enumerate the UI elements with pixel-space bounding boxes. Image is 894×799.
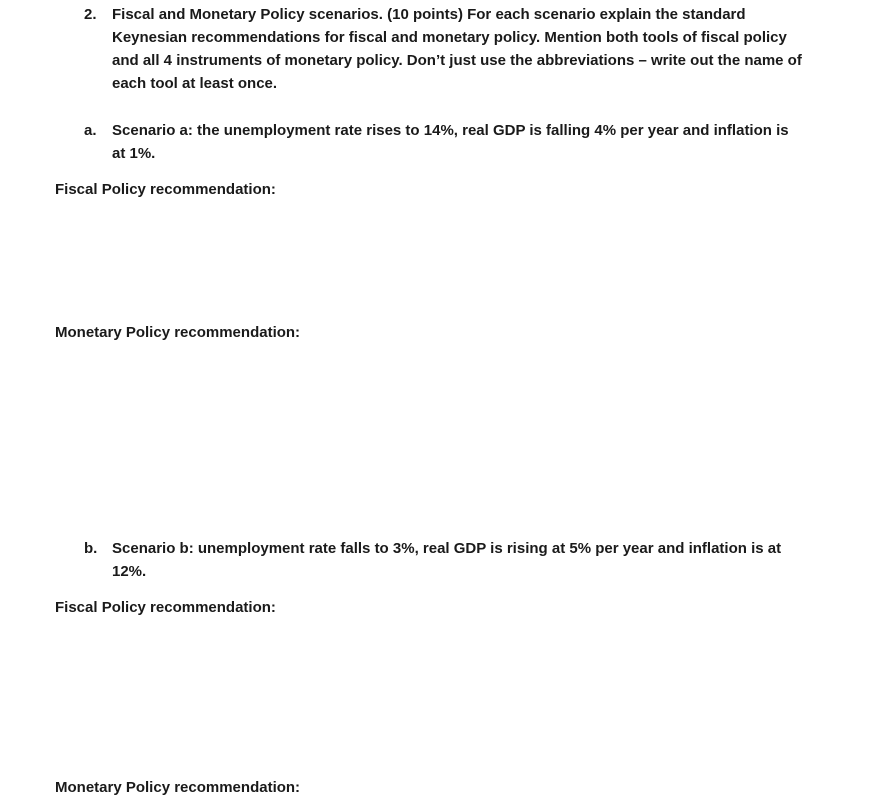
question-text: Fiscal and Monetary Policy scenarios. (10 points) For each scenario explain the standard Keynesian recommendations for fiscal and monetary policy. Mention both tools of fiscal policy and all 4 instruments of monetary policy. Don’t just use the abbreviations – write out the name of each tool at least once.: [112, 6, 802, 92]
scenario-b-monetary-label: Monetary Policy recommendation:: [55, 779, 301, 796]
scenario-a-fiscal-label: Fiscal Policy recommendation:: [55, 181, 276, 198]
scenario-a-monetary-label: Monetary Policy recommendation:: [55, 324, 301, 341]
scenario-a-text: Scenario a: the unemployment rate rises to 14%, real GDP is falling 4% per year and inflation is at 1%.: [112, 122, 789, 162]
question-2: [84, 3, 804, 95]
scenario-b: [84, 537, 804, 583]
scenario-a-marker: a.: [84, 122, 97, 139]
question-number: 2.: [84, 6, 97, 23]
scenario-b-marker: b.: [84, 540, 98, 557]
scenario-b-fiscal-label: Fiscal Policy recommendation:: [55, 599, 276, 616]
scenario-a: [84, 119, 804, 165]
scenario-b-text: Scenario b: unemployment rate falls to 3%, real GDP is rising at 5% per year and inflation is at 12%.: [112, 540, 782, 580]
